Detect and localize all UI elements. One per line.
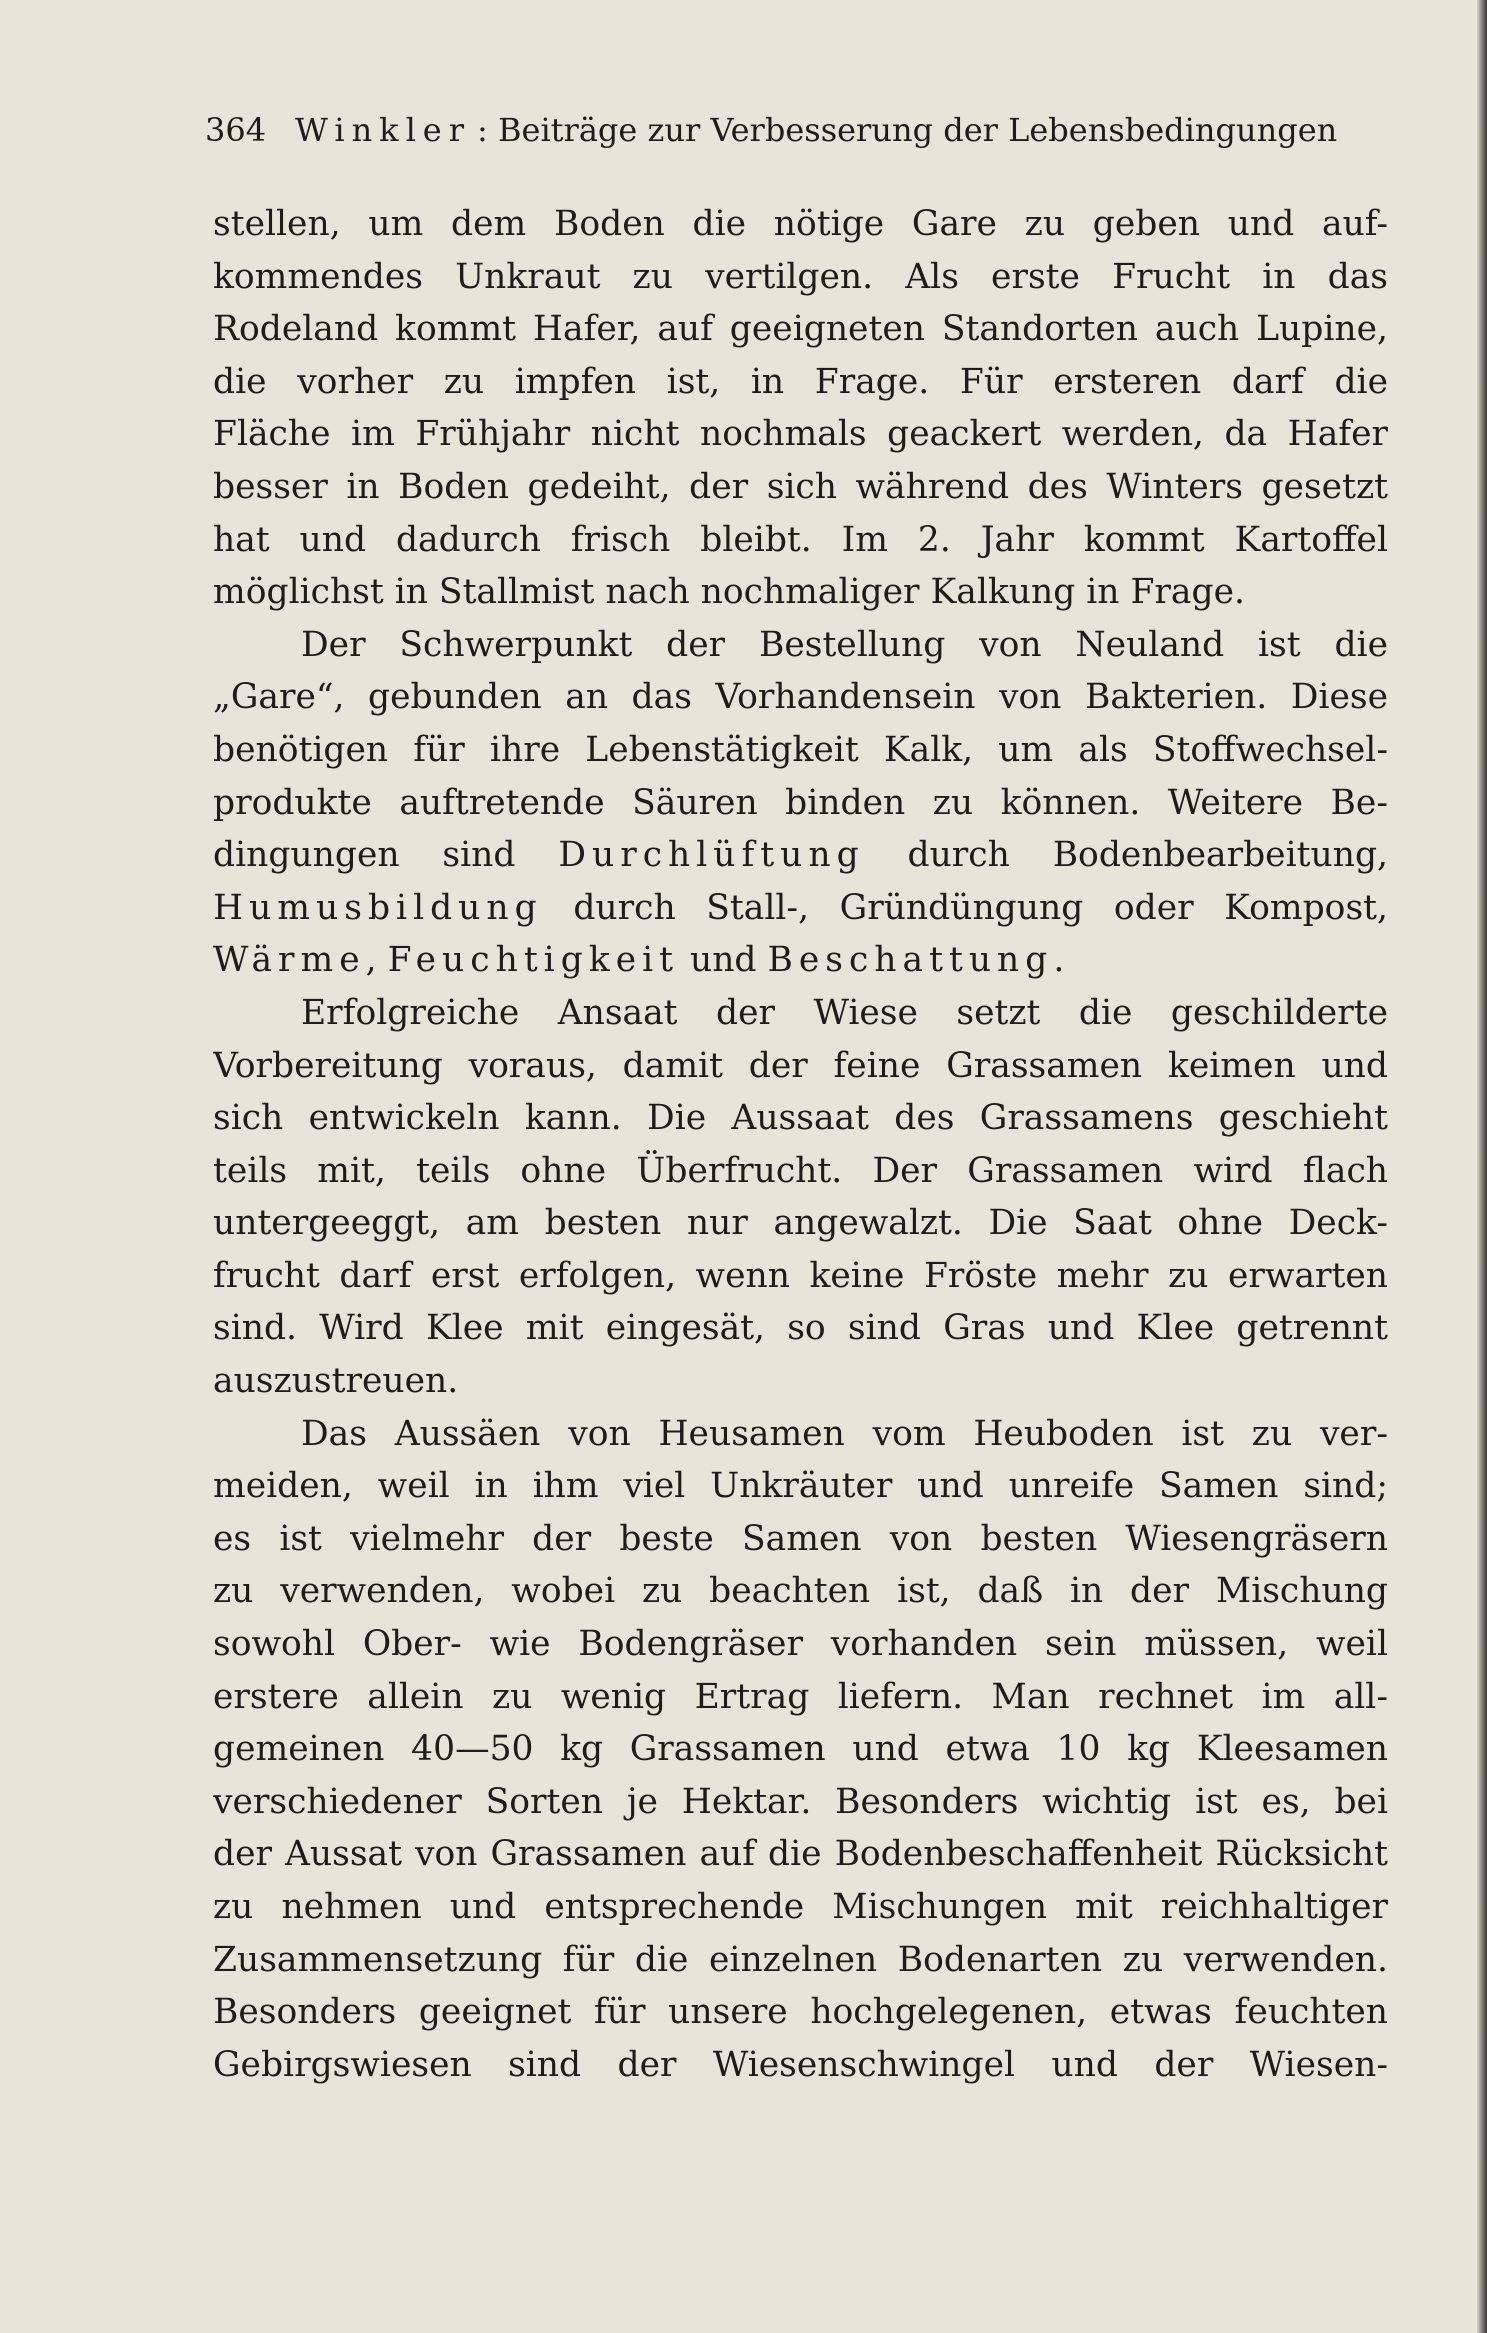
text-segment: durch Stall-, Gründüngung oder Kompost, <box>542 887 1388 928</box>
text-line: gemeinen 40—50 kg Grassamen und etwa 10 kg Kleesamen <box>213 1729 1388 1770</box>
text-line: benötigen für ihre Lebenstätigkeit Kalk, um als Stoffwechsel- <box>213 729 1388 770</box>
text-line: zu nehmen und entsprechende Mischungen mit reichhaltiger <box>213 1887 1388 1927</box>
text-line: Fläche im Frühjahr nicht nochmals geackert werden, da Hafer <box>213 414 1388 455</box>
body-text <box>213 198 1388 2091</box>
spaced-emphasis: Humusbildung <box>213 887 543 928</box>
text-line: produkte auftretende Säuren binden zu können. Weitere Be- <box>213 782 1388 823</box>
text-line: besser in Boden gedeiht, der sich während des Winters gesetzt <box>213 466 1388 507</box>
text-line: meiden, weil in ihm viel Unkräuter und unreife Samen sind; <box>213 1466 1388 1507</box>
text-line: stellen, um dem Boden die nötige Gare zu geben und auf- <box>213 204 1388 244</box>
text-segment: . <box>1053 940 1065 981</box>
paragraph-start-line: Das Aussäen von Heusamen vom Heuboden ist zu ver- <box>301 1413 1388 1454</box>
paragraph-start-line: Erfolgreiche Ansaat der Wiese setzt die geschilderte <box>301 992 1388 1033</box>
text-line: möglichst in Stallmist nach nochmaliger Kalkung in Frage. <box>213 572 1245 613</box>
text-line: zu verwenden, wobei zu beachten ist, daß in der Mischung <box>213 1571 1388 1612</box>
spaced-emphasis: Feuchtigkeit <box>387 940 680 981</box>
paragraph-start-line: Der Schwerpunkt der Bestellung von Neuland ist die <box>301 624 1388 665</box>
text-line: frucht darf erst erfolgen, wenn keine Fröste mehr zu erwarten <box>213 1255 1388 1296</box>
text-line <box>213 934 1388 987</box>
text-line: Rodeland kommt Hafer, auf geeigneten Standorten auch Lupine, <box>213 309 1388 350</box>
text-line: untergeeggt, am besten nur angewalzt. Die Saat ohne Deck- <box>213 1203 1388 1244</box>
spaced-emphasis: Wärme <box>213 940 366 981</box>
spaced-emphasis: Durchlüftung <box>558 835 865 876</box>
spaced-emphasis: Beschattung <box>767 940 1054 981</box>
text-line: der Aussat von Grassamen auf die Bodenbeschaffenheit Rücksicht <box>213 1834 1388 1875</box>
text-segment: und <box>679 940 768 981</box>
page-edge <box>1477 0 1487 2333</box>
text-line: auszustreuen. <box>213 1361 459 1402</box>
text-line: hat und dadurch frisch bleibt. Im 2. Jahr kommt Kartoffel <box>213 519 1388 560</box>
text-segment: durch Bodenbearbeitung, <box>864 835 1388 876</box>
text-line: „Gare“, gebunden an das Vorhandensein von Bakterien. Diese <box>213 677 1388 718</box>
page-number: 364 <box>205 111 267 149</box>
text-line: Zusammensetzung für die einzelnen Bodenarten zu verwenden. <box>213 1939 1388 1980</box>
text-line: Gebirgswiesen sind der Wiesenschwingel und der Wiesen- <box>213 2044 1388 2085</box>
text-line: sowohl Ober- wie Bodengräser vorhanden sein müssen, weil <box>213 1624 1388 1665</box>
text-line: es ist vielmehr der beste Samen von besten Wiesengräsern <box>213 1518 1388 1559</box>
header-title: : Beiträge zur Verbesserung der Lebensbedingungen <box>477 111 1338 149</box>
running-header <box>205 110 1385 150</box>
header-author: Winkler <box>295 111 472 149</box>
text-line: erstere allein zu wenig Ertrag liefern. Man rechnet im all- <box>213 1676 1388 1717</box>
text-segment: dingungen sind <box>213 835 559 876</box>
text-line: Vorbereitung voraus, damit der feine Grassamen keimen und <box>213 1045 1388 1086</box>
text-line: sich entwickeln kann. Die Aussaat des Grassamens geschieht <box>213 1098 1388 1139</box>
text-line: kommendes Unkraut zu vertilgen. Als erste Frucht in das <box>213 256 1388 297</box>
text-line <box>213 882 1388 935</box>
text-segment: , <box>365 940 388 981</box>
text-line: die vorher zu impfen ist, in Frage. Für ersteren darf die <box>213 361 1388 402</box>
text-line: teils mit, teils ohne Überfrucht. Der Grassamen wird flach <box>213 1150 1388 1191</box>
text-line: sind. Wird Klee mit eingesät, so sind Gras und Klee getrennt <box>213 1308 1388 1349</box>
text-line: Besonders geeignet für unsere hochgelegenen, etwas feuchten <box>213 1992 1388 2033</box>
text-line: verschiedener Sorten je Hektar. Besonders wichtig ist es, bei <box>213 1781 1388 1822</box>
text-line <box>213 829 1388 882</box>
